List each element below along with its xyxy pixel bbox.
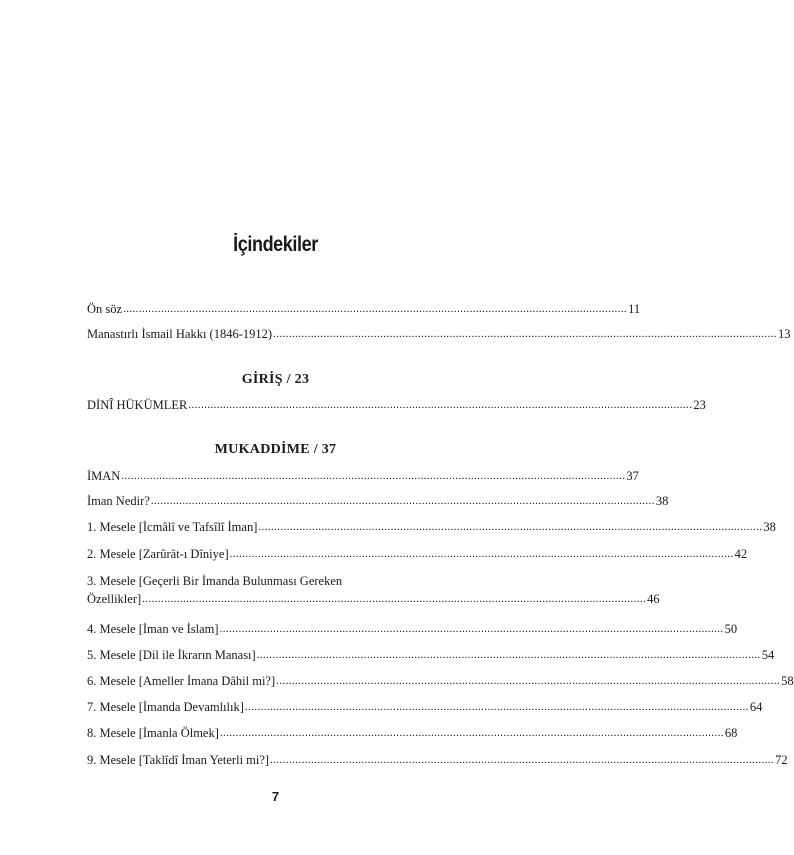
toc-entry-label: Ön söz [87,302,123,316]
toc-entry-label: DİNÎ HÜKÜMLER [87,398,188,412]
leader-dots: ................................................................................................................................................................ [219,623,724,635]
leader-dots: ................................................................................................................................................................ [276,675,781,687]
toc-entry-label: 8. Mesele [İmanla Ölmek] [87,726,219,740]
toc-entry-iman-nedir[interactable] [87,492,669,510]
leader-dots: ................................................................................................................................................................ [121,470,626,482]
toc-entry-page: 68 [724,726,738,740]
section-title-giris: GİRİŞ / 23 [241,372,310,387]
toc-entry-manastirli[interactable] [87,325,791,343]
leader-dots: ................................................................................................................................................................ [150,495,655,507]
toc-entry-label: 2. Mesele [Zarûrât-ı Dîniye] [87,547,229,561]
leader-dots: ................................................................................................................................................................ [273,328,778,340]
toc-entry-mesele-4[interactable] [87,620,738,638]
toc-entry-mesele-1[interactable] [87,518,776,536]
leader-dots: ................................................................................................................................................................ [219,727,724,739]
toc-entry-mesele-9[interactable] [87,751,788,769]
leader-dots: ................................................................................................................................................................ [229,548,734,560]
toc-entry-mesele-7[interactable] [87,698,763,716]
toc-entry-page: 50 [724,622,738,636]
section-title-mukaddime: MUKADDİME / 37 [214,442,337,457]
toc-entry-page: 64 [749,700,763,714]
toc-entry-label: 6. Mesele [Ameller İmana Dâhil mi?] [87,674,276,688]
toc-entry-label-line1: 3. Mesele [Geçerli Bir İmanda Bulunması Gereken [87,574,343,588]
toc-entry-page: 37 [626,469,639,483]
toc-entry-page: 38 [655,494,669,508]
toc-entry-page: 54 [761,648,775,662]
toc-entry-page: 11 [628,302,641,316]
toc-entry-label: Manastırlı İsmail Hakkı (1846-1912) [87,327,273,341]
toc-entry-page: 58 [781,674,794,688]
toc-entry-page: 13 [778,327,791,341]
leader-dots: ................................................................................................................................................................ [258,521,763,533]
leader-dots: ................................................................................................................................................................ [244,701,749,713]
leader-dots: ................................................................................................................................................................ [142,593,647,605]
leader-dots: ................................................................................................................................................................ [188,399,693,411]
toc-entry-mesele-8[interactable] [87,724,738,742]
toc-entry-page: 46 [647,592,660,606]
page-number: 7 [271,789,280,804]
toc-entry-label-line2: Özellikler] [87,592,142,606]
leader-dots: ................................................................................................................................................................ [123,303,628,315]
toc-entry-label: 4. Mesele [İman ve İslam] [87,622,219,636]
toc-entry-page: 38 [763,520,776,534]
toc-entry-iman[interactable] [87,467,639,485]
toc-entry-label: 1. Mesele [İcmâlî ve Tafsîlî İman] [87,520,258,534]
toc-entry-mesele-5[interactable] [87,646,775,664]
toc-entry-label: 7. Mesele [İmanda Devamlılık] [87,700,244,714]
toc-entry-label: 5. Mesele [Dil ile İkrarın Manası] [87,648,256,662]
page-title: İçindekiler [233,233,318,256]
leader-dots: ................................................................................................................................................................ [256,649,761,661]
toc-entry-label: 9. Mesele [Taklîdî İman Yeterli mi?] [87,753,270,767]
toc-entry-mesele-6[interactable] [87,672,794,690]
toc-entry-page: 23 [693,398,706,412]
toc-entry-page: 42 [734,547,748,561]
leader-dots: ................................................................................................................................................................ [270,754,775,766]
toc-entry-page: 72 [775,753,788,767]
toc-entry-label: İMAN [87,469,121,483]
toc-entry-mesele-3[interactable] [87,572,660,608]
toc-entry-onsoz[interactable] [87,300,641,318]
toc-entry-dini-hukumler[interactable] [87,396,706,414]
toc-entry-mesele-2[interactable] [87,545,748,563]
toc-entry-label: İman Nedir? [87,494,150,508]
